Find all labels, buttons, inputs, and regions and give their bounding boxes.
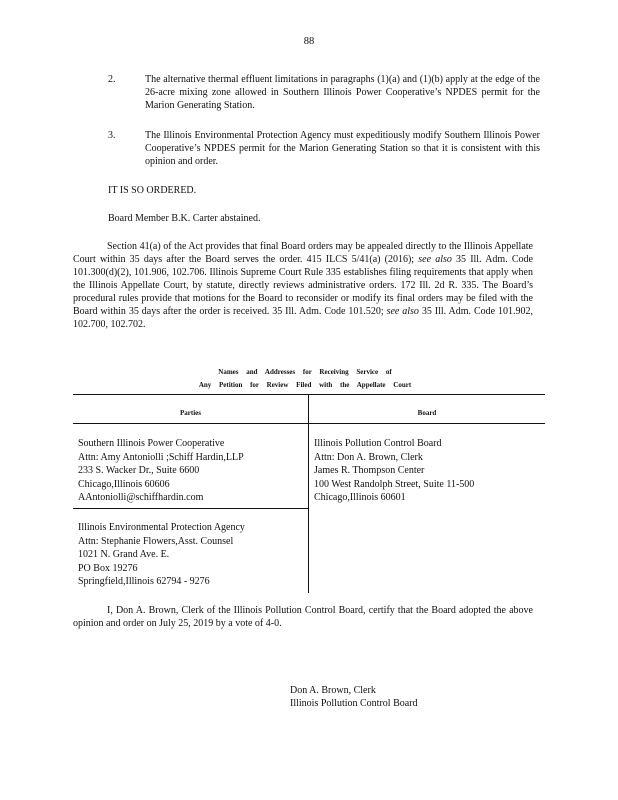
col-header-board: Board	[417, 409, 437, 417]
item-number: 3.	[108, 130, 116, 141]
certification-paragraph	[73, 604, 533, 630]
service-table	[73, 394, 545, 593]
address-line: Illinois Pollution Control Board	[314, 438, 442, 449]
see-also-1: see also	[418, 254, 452, 265]
address-line: Illinois Environmental Protection Agency	[78, 522, 245, 533]
signature-block	[290, 684, 418, 710]
see-also-2: see also	[386, 306, 419, 317]
address-line: Springfield,Illinois 62794 - 9276	[78, 576, 210, 587]
item-text: The Illinois Environmental Protection Agency must expeditiously modify Southern Illinois Power Cooperative’s NPDES permit for the Marion Generating Station so that it is consistent with this opinion and order.	[145, 130, 540, 167]
address-line: 1021 N. Grand Ave. E.	[78, 549, 170, 560]
address-line: Attn: Stephanie Flowers,Asst. Counsel	[78, 535, 234, 547]
service-heading-line1: Names and Addresses for Receiving Service of	[218, 368, 392, 376]
certification-text: I, Don A. Brown, Clerk of the Illinois Pollution Control Board, certify that the Board adopted the above opinion and order on July 25, 2019 by a vote of 4-0.	[73, 605, 533, 629]
appeal-text-3: 35 Ill. Adm. Code 101.902, 102.700, 102.702.	[73, 306, 533, 330]
address-line: PO Box 19276	[78, 562, 138, 574]
item-text: The alternative thermal effluent limitations in paragraphs (1)(a) and (1)(b) apply at the edge of the 26-acre mixing zone allowed in Southern Illinois Power Cooperative’s NPDES permit for the Marion Generating Station.	[145, 74, 540, 111]
address-line: Attn: Don A. Brown, Clerk	[314, 451, 423, 463]
table-party-rule	[73, 508, 308, 509]
address-email: AAntoniolli@schiffhardin.com	[78, 492, 204, 503]
party-address-siPC	[78, 437, 244, 505]
page-number: 88	[303, 36, 315, 47]
table-divider	[308, 395, 309, 593]
party-address-iepa	[78, 521, 245, 589]
signature-name: Don A. Brown, Clerk	[290, 685, 376, 696]
so-ordered: IT IS SO ORDERED.	[108, 185, 197, 196]
appeal-text-2: 35 Ill. Adm. Code 101.300(d)(2), 101.906, 102.706. Illinois Supreme Court Rule 335 establishes filing requirements that apply when the Illinois Appellate Court, by statute, directly reviews administrative orders. 172 Ill. 2d R. 335. The Board’s procedural rules provide that motions for the Board to reconsider or modify its final orders may be filed with the Board within 35 days after the order is received. 35 Ill. Adm. Code 101.520;	[73, 254, 533, 317]
address-line: Chicago,Illinois 60606	[78, 478, 170, 490]
abstention-note: Board Member B.K. Carter abstained.	[108, 213, 261, 224]
address-line: Southern Illinois Power Cooperative	[78, 438, 225, 449]
address-line: James R. Thompson Center	[314, 465, 425, 476]
address-line: 233 S. Wacker Dr., Suite 6600	[78, 465, 200, 476]
item-number: 2.	[108, 74, 116, 85]
appeal-paragraph	[73, 240, 533, 331]
table-header-rule	[73, 423, 545, 424]
address-line: Attn: Amy Antoniolli ;Schiff Hardin,LLP	[78, 451, 244, 463]
col-header-parties: Parties	[180, 409, 201, 417]
board-address	[314, 437, 474, 505]
address-line: Chicago,Illinois 60601	[314, 492, 406, 503]
service-heading-line2: Any Petition for Review Filed with the Appellate Court	[198, 381, 412, 389]
address-line: 100 West Randolph Street, Suite 11-500	[314, 478, 475, 490]
appeal-text-1: Section 41(a) of the Act provides that final Board orders may be appealed directly to the Illinois Appellate Court within 35 days after the Board serves the order. 415 ILCS 5/41(a) (2016);	[73, 241, 533, 265]
signature-org: Illinois Pollution Control Board	[290, 698, 418, 709]
